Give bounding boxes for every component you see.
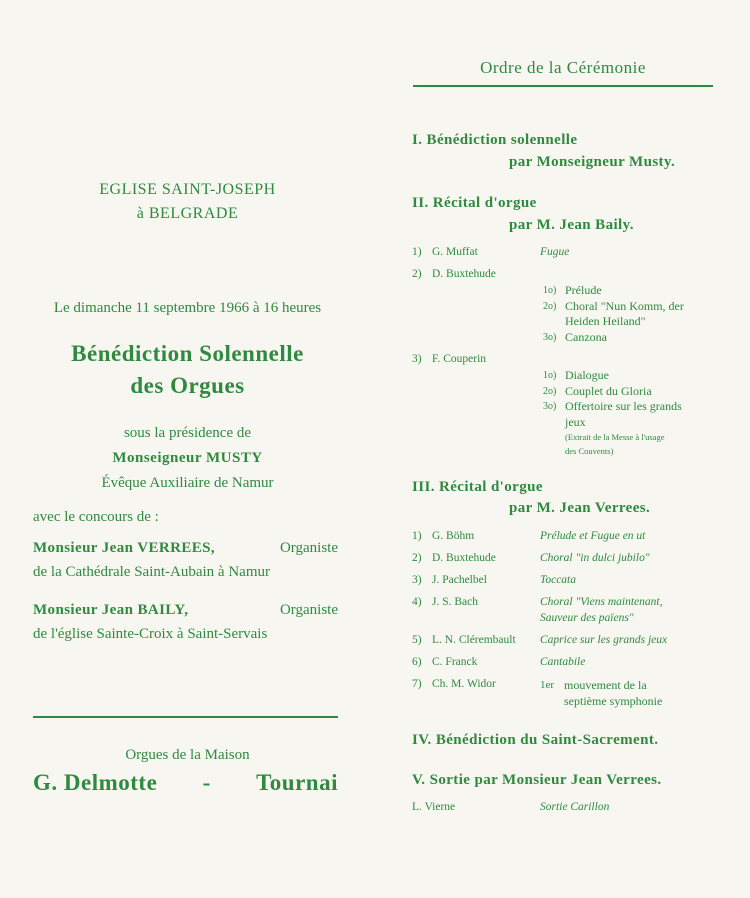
item-number: 2) xyxy=(412,552,422,564)
movement-title: jeux xyxy=(565,414,586,429)
item-composer: F. Couperin xyxy=(432,353,487,365)
item-composer: J. S. Bach xyxy=(432,596,478,608)
item-composer: J. Pachelbel xyxy=(432,574,487,586)
item-number: 4) xyxy=(412,596,422,608)
bishop-role: Évêque Auxiliaire de Namur xyxy=(101,475,274,491)
item-composer: D. Buxtehude xyxy=(432,268,496,280)
section-2-title: II. Récital d'orgue xyxy=(412,195,537,211)
widor-movement xyxy=(540,678,720,709)
mass-note xyxy=(565,430,725,458)
item-number: 3) xyxy=(412,353,422,365)
item-piece: Toccata xyxy=(540,574,576,586)
item-piece: Fugue xyxy=(540,246,570,258)
builder-city: Tournai xyxy=(256,770,338,795)
section-3-by: par M. Jean Verrees. xyxy=(509,500,651,516)
item-number: 5) xyxy=(412,634,422,646)
organist-verrees xyxy=(33,536,338,584)
item-composer: D. Buxtehude xyxy=(432,552,496,564)
movement-list xyxy=(543,368,723,430)
movement-title: Couplet du Gloria xyxy=(565,383,652,398)
organist-role: Organiste xyxy=(279,540,338,556)
event-date: Le dimanche 11 septembre 1966 à 16 heures xyxy=(53,300,322,316)
section-1-title: I. Bénédiction solennelle xyxy=(412,132,578,148)
movement-list xyxy=(543,283,723,345)
section-3-title: III. Récital d'orgue xyxy=(412,479,543,495)
event-title-line2: des Orgues xyxy=(130,373,245,398)
movement-title: Dialogue xyxy=(565,368,609,382)
item-composer: G. Böhm xyxy=(432,530,475,542)
item-composer: C. Franck xyxy=(432,656,478,668)
item-number: 6) xyxy=(412,656,422,668)
heading-underline xyxy=(413,85,713,87)
church-city: à BELGRADE xyxy=(136,205,239,222)
right-panel xyxy=(375,0,750,898)
movement-number: 1o) xyxy=(543,370,557,381)
movement-title: Canzona xyxy=(565,329,607,344)
builder-dash: - xyxy=(202,770,211,795)
movement-number: 3o) xyxy=(543,331,557,343)
concours-label: avec le concours de : xyxy=(33,509,159,525)
divider xyxy=(33,716,338,718)
item-number: 2) xyxy=(412,268,422,280)
section-4-title: IV. Bénédiction du Saint-Sacrement. xyxy=(412,732,659,748)
item-composer: Ch. M. Widor xyxy=(432,678,496,690)
section-1-by: par Monseigneur Musty. xyxy=(509,154,676,170)
item-piece: Prélude et Fugue en ut xyxy=(540,530,646,542)
movement-title: Choral "Nun Komm, der xyxy=(565,298,684,313)
bishop-name: Monseigneur MUSTY xyxy=(112,450,263,466)
presidence-block xyxy=(0,421,375,496)
movement-title: septième symphonie xyxy=(564,693,663,708)
movement-number: 3o) xyxy=(543,401,557,412)
item-piece: Choral "Viens maintenant, xyxy=(540,596,663,608)
movement-title: mouvement de la xyxy=(564,678,647,692)
item-number: 3) xyxy=(412,574,422,586)
organ-builder xyxy=(33,770,338,796)
item-number: 1) xyxy=(412,246,422,258)
item-number: 1) xyxy=(412,530,422,542)
ceremony-heading: Ordre de la Cérémonie xyxy=(480,58,646,77)
item-piece: Sauveur des païens" xyxy=(540,612,634,624)
organist-baily xyxy=(33,598,338,646)
organist-name: Monsieur Jean BAILY, xyxy=(33,602,189,618)
item-piece: Cantabile xyxy=(540,656,586,668)
item-piece: Sortie Carillon xyxy=(540,801,610,813)
movement-title: Heiden Heiland" xyxy=(565,314,646,328)
section-2-by: par M. Jean Baily. xyxy=(509,217,634,233)
movement-title: Prélude xyxy=(565,283,602,297)
movement-number: 2o) xyxy=(543,385,557,397)
section-5-title: V. Sortie par Monsieur Jean Verrees. xyxy=(412,772,662,788)
item-composer: G. Muffat xyxy=(432,246,478,258)
event-title xyxy=(0,338,375,402)
note-line: (Extrait de la Messe à l'usage xyxy=(565,432,665,442)
item-composer: L. N. Clérembault xyxy=(432,634,516,646)
maison-label: Orgues de la Maison xyxy=(125,747,250,763)
builder-name: G. Delmotte xyxy=(33,770,158,795)
item-piece: Caprice sur les grands jeux xyxy=(540,634,668,646)
church-block xyxy=(0,178,375,226)
item-composer: L. Vierne xyxy=(412,801,456,813)
movement-title: Offertoire sur les grands xyxy=(565,399,682,413)
movement-number: 2o) xyxy=(543,300,557,312)
church-name: EGLISE SAINT-JOSEPH xyxy=(99,181,276,198)
movement-number: 1er xyxy=(540,679,555,691)
presidence-label: sous la présidence de xyxy=(123,425,252,441)
movement-number: 1o) xyxy=(543,285,557,296)
organist-place: de l'église Sainte-Croix à Saint-Servais xyxy=(33,626,268,642)
event-title-line1: Bénédiction Solennelle xyxy=(71,341,304,366)
item-piece: Choral "in dulci jubilo" xyxy=(540,552,650,564)
note-line: des Couvents) xyxy=(565,446,614,456)
organist-role: Organiste xyxy=(279,602,338,618)
item-number: 7) xyxy=(412,678,422,690)
organist-name: Monsieur Jean VERREES, xyxy=(33,540,216,556)
organist-place: de la Cathédrale Saint-Aubain à Namur xyxy=(33,564,270,580)
